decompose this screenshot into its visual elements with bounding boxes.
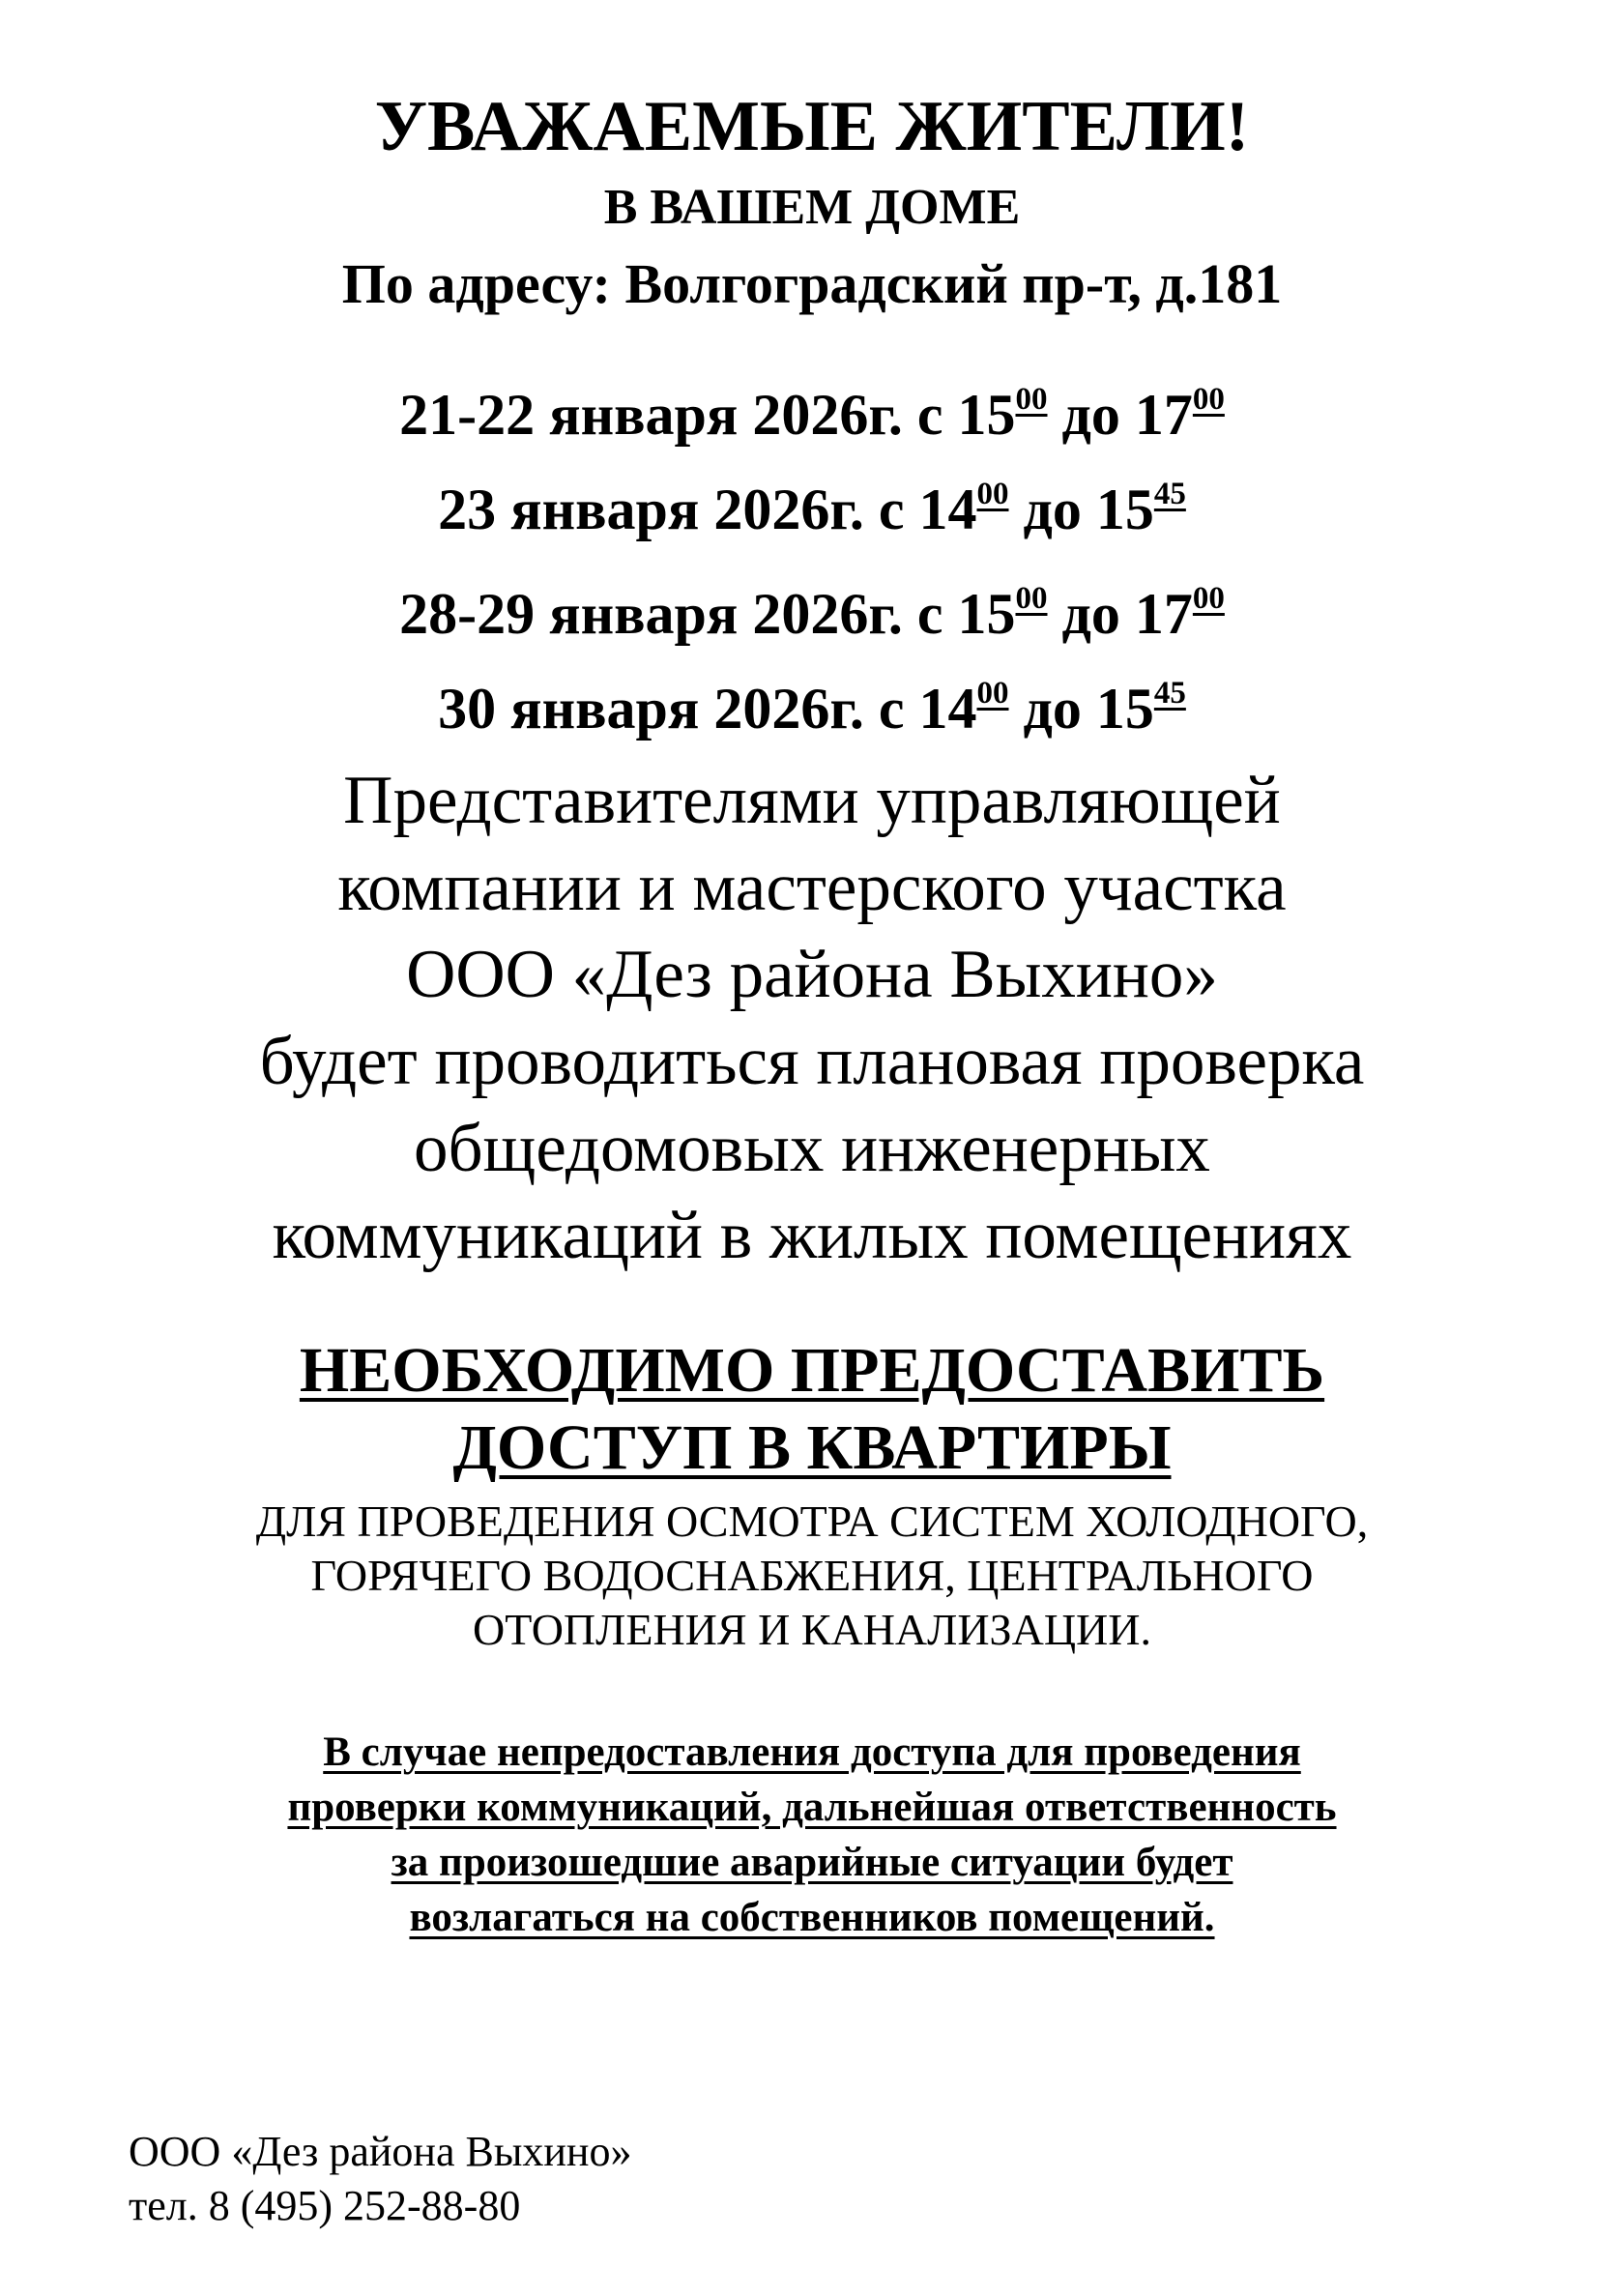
purpose-line: ДЛЯ ПРОВЕДЕНИЯ ОСМОТРА СИСТЕМ ХОЛОДНОГО, [255, 1497, 1369, 1546]
time-minutes: 00 [1192, 581, 1225, 616]
time-to [1135, 360, 1225, 454]
schedule-mid: до [1047, 383, 1135, 447]
access-line [0, 1410, 1624, 1487]
body-line: компании и мастерского участка [337, 850, 1287, 925]
warning-line [0, 1780, 1624, 1835]
body-line: будет проводиться плановая проверка [259, 1024, 1365, 1099]
time-minutes: 00 [976, 477, 1009, 511]
time-to [1135, 559, 1225, 654]
schedule-mid: до [1008, 478, 1096, 541]
time-from [958, 360, 1048, 454]
schedule-mid: до [1008, 677, 1096, 741]
schedule-group [0, 559, 1624, 748]
time-to [1096, 654, 1186, 748]
time-minutes: 00 [1015, 581, 1048, 616]
time-from [958, 559, 1048, 654]
schedule-group [0, 360, 1624, 549]
warning-line [0, 1835, 1624, 1890]
access-text: НЕОБХОДИМО ПРЕДОСТАВИТЬ [299, 1335, 1325, 1406]
footer-phone: тел. 8 (495) 252-88-80 [129, 2182, 521, 2229]
time-hours: 15 [957, 582, 1016, 646]
time-to [1096, 454, 1186, 549]
purpose-line: ГОРЯЧЕГО ВОДОСНАБЖЕНИЯ, ЦЕНТРАЛЬНОГО [310, 1551, 1314, 1600]
warning-line [0, 1890, 1624, 1945]
time-hours: 15 [1095, 677, 1154, 741]
body-line: общедомовых инженерных [414, 1111, 1210, 1186]
notice-subtitle: В ВАШЕМ ДОМЕ [603, 180, 1021, 235]
schedule-date: 28-29 января 2026г. с [399, 582, 958, 646]
time-hours: 17 [1134, 383, 1193, 447]
notice-title: УВАЖАЕМЫЕ ЖИТЕЛИ! [374, 87, 1250, 166]
time-minutes: 00 [976, 676, 1009, 711]
warning-text-span: возлагаться на собственников помещений. [409, 1895, 1215, 1940]
purpose-line: ОТОПЛЕНИЯ И КАНАЛИЗАЦИИ. [473, 1605, 1151, 1654]
time-hours: 14 [918, 677, 977, 741]
footer-org: ООО «Дез района Выхино» [129, 2128, 632, 2175]
access-text: ДОСТУП В КВАРТИРЫ [452, 1412, 1172, 1483]
body-line: коммуникаций в жилых помещениях [272, 1198, 1352, 1273]
schedule-line [0, 360, 1624, 454]
schedule-line [0, 559, 1624, 654]
schedule-date: 30 января 2026г. с [438, 677, 919, 741]
time-minutes: 45 [1153, 676, 1186, 711]
schedule-line [0, 654, 1624, 748]
warning-line [0, 1725, 1624, 1780]
schedule-date: 23 января 2026г. с [438, 478, 919, 541]
time-hours: 15 [957, 383, 1016, 447]
time-hours: 14 [918, 478, 977, 541]
time-from [919, 654, 1009, 748]
access-heading [0, 1332, 1624, 1487]
notice-address: По адресу: Волгоградский пр-т, д.181 [341, 252, 1283, 315]
notice-footer [129, 2125, 631, 2233]
warning-text [0, 1725, 1624, 1945]
access-line [0, 1332, 1624, 1410]
schedule-line [0, 454, 1624, 549]
purpose-text [0, 1495, 1624, 1657]
warning-text-span: проверки коммуникаций, дальнейшая ответственность [287, 1785, 1337, 1830]
time-minutes: 45 [1153, 477, 1186, 511]
body-line: ООО «Дез района Выхино» [406, 937, 1218, 1012]
time-hours: 17 [1134, 582, 1193, 646]
warning-text-span: В случае непредоставления доступа для проведения [323, 1729, 1301, 1775]
body-line: Представителями управляющей [343, 763, 1281, 838]
time-minutes: 00 [1015, 382, 1048, 417]
time-hours: 15 [1095, 478, 1154, 541]
notice-body [0, 757, 1624, 1279]
warning-text-span: за произошедшие аварийные ситуации будет [391, 1840, 1233, 1885]
time-minutes: 00 [1192, 382, 1225, 417]
schedule-date: 21-22 января 2026г. с [399, 383, 958, 447]
schedule-mid: до [1047, 582, 1135, 646]
notice-header [0, 79, 1624, 327]
time-from [919, 454, 1009, 549]
